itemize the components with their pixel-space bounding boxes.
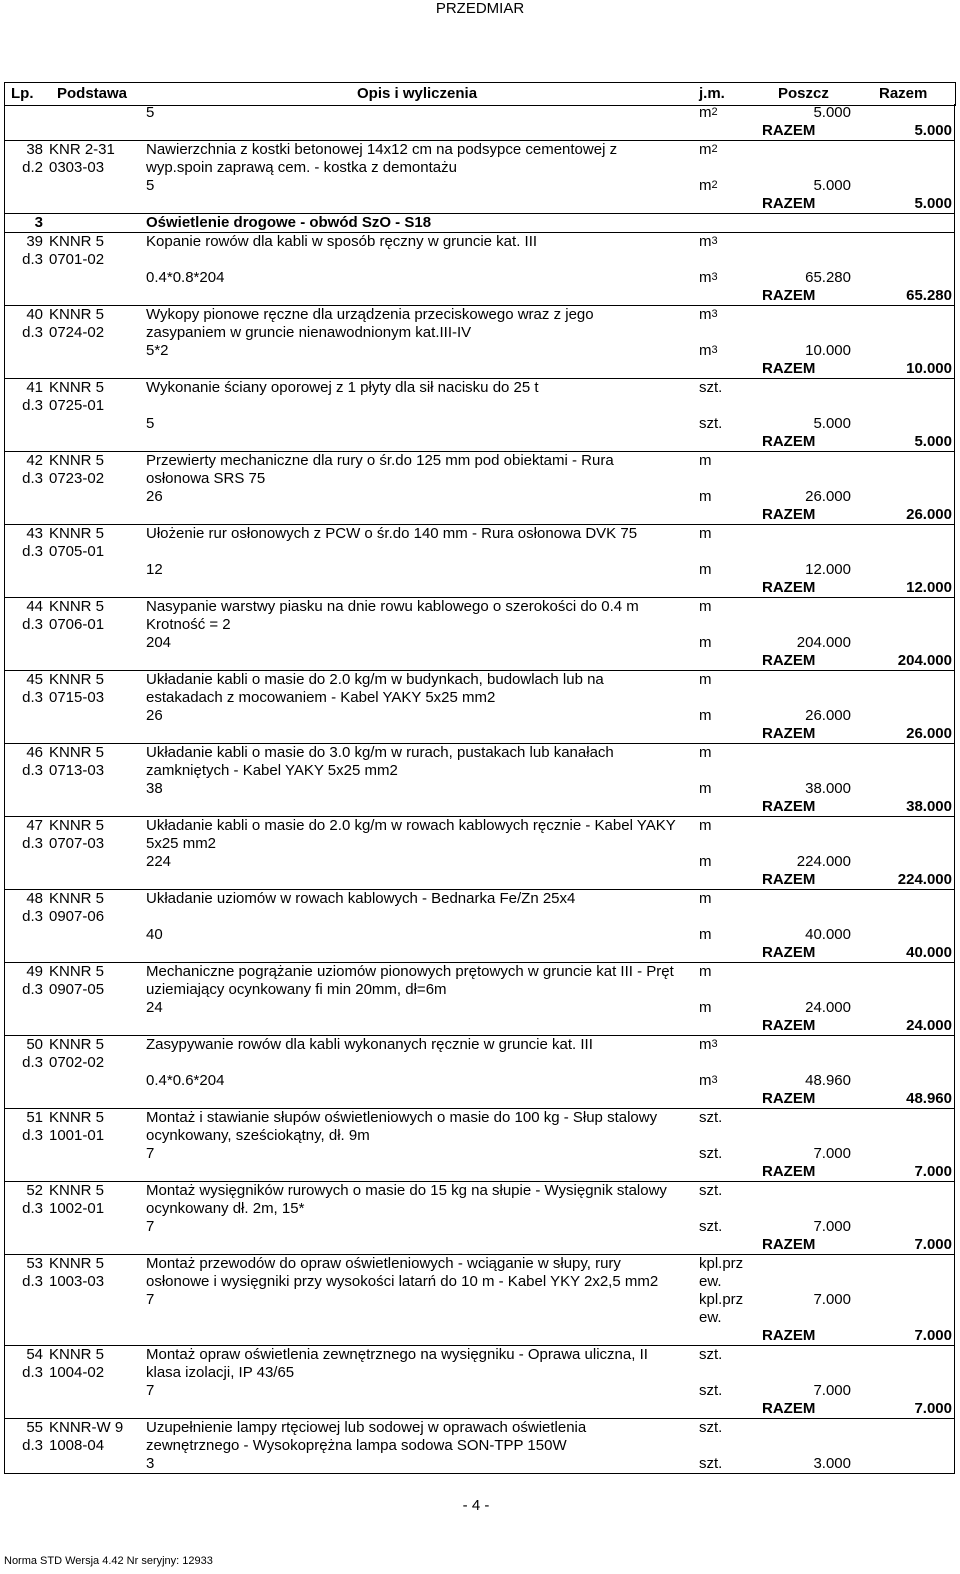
item-number: 41 xyxy=(26,379,43,396)
total-value: 38.000 xyxy=(906,798,952,815)
item-number: 45 xyxy=(26,671,43,688)
partial-quantity: 38.000 xyxy=(805,780,851,797)
calculation-expression: 7 xyxy=(146,1382,155,1399)
calculation-row xyxy=(4,177,955,195)
partial-quantity: 5.000 xyxy=(813,177,851,194)
basis-catalog: KNNR 5 xyxy=(49,1182,105,1199)
total-label: RAZEM xyxy=(762,652,816,669)
unit-cell: $m^3$ xyxy=(699,269,718,286)
unit-cell: szt. xyxy=(699,1455,723,1472)
total-row xyxy=(4,506,955,524)
calculation-expression: 7 xyxy=(146,1218,155,1235)
basis-code: 0701-02 xyxy=(49,251,105,268)
item-description: Nawierzchnia z kostki betonowej 14x12 cm na podsypce cementowej z wyp.spoin zaprawą cem. - kostka z demontażu xyxy=(146,141,618,176)
total-value: 7.000 xyxy=(914,1163,952,1180)
item-description: Układanie kabli o masie do 3.0 kg/m w rurach, pustakach lub kanałach zamkniętych - Kabel YAKY 5x25 mm2 xyxy=(146,744,614,779)
total-label: RAZEM xyxy=(762,287,816,304)
item-number: 47 xyxy=(26,817,43,834)
basis-code: 1003-03 xyxy=(49,1273,105,1290)
calculation-expression: 0.4*0.8*204 xyxy=(146,269,225,286)
item-description: Układanie kabli o masie do 2.0 kg/m w budynkach, budowlach lub na estakadach z mocowaniem - Kabel YAKY 5x25 mm2 xyxy=(146,671,604,706)
basis-code: 1001-01 xyxy=(49,1127,105,1144)
item-description: Ułożenie rur osłonowych z PCW o śr.do 140 mm - Rura osłonowa DVK 75 xyxy=(146,525,638,542)
total-label: RAZEM xyxy=(762,1163,816,1180)
partial-quantity: 3.000 xyxy=(813,1455,851,1472)
total-value: 224.000 xyxy=(897,871,952,888)
total-row xyxy=(4,1017,955,1035)
item-number-prefix: d.3 xyxy=(22,689,43,706)
item-number: 46 xyxy=(26,744,43,761)
basis-code: 0713-03 xyxy=(49,762,105,779)
basis-catalog: KNNR 5 xyxy=(49,598,105,615)
item-number-prefix: d.3 xyxy=(22,1200,43,1217)
partial-quantity: 26.000 xyxy=(805,488,851,505)
partial-quantity: 65.280 xyxy=(805,269,851,286)
total-value: 5.000 xyxy=(914,433,952,450)
unit-cell: m xyxy=(699,488,712,505)
unit-cell: m xyxy=(699,780,712,797)
position-row xyxy=(4,524,955,561)
calculation-row xyxy=(4,1145,955,1163)
calculation-expression: 204 xyxy=(146,634,172,651)
total-row xyxy=(4,652,955,670)
basis-code: 0707-03 xyxy=(49,835,105,852)
total-value: 26.000 xyxy=(906,506,952,523)
total-label: RAZEM xyxy=(762,195,816,212)
unit-cell: m xyxy=(699,853,712,870)
basis-catalog: KNR 2-31 xyxy=(49,141,115,158)
calculation-expression: 5 xyxy=(146,415,155,432)
calculation-expression: 224 xyxy=(146,853,172,870)
calculation-row xyxy=(4,269,955,287)
total-value: 65.280 xyxy=(906,287,952,304)
position-row xyxy=(4,1254,955,1291)
position-row xyxy=(4,1108,955,1145)
col-lp: Lp. xyxy=(11,85,34,102)
item-description: Mechaniczne pogrążanie uziomów pionowych prętowych w gruncie kat III - Pręt uziemiający ocynkowany fi min 20mm, dł=6m xyxy=(146,963,674,998)
basis-catalog: KNNR 5 xyxy=(49,817,105,834)
total-row xyxy=(4,1090,955,1108)
partial-quantity: 10.000 xyxy=(805,342,851,359)
unit-cell: m xyxy=(699,926,712,943)
unit-cell: kpl.prz xyxy=(699,1291,744,1308)
total-row xyxy=(4,944,955,962)
item-number: 49 xyxy=(26,963,43,980)
total-label: RAZEM xyxy=(762,122,816,139)
unit-cell: $m^3$ xyxy=(699,233,718,250)
section-number: 3 xyxy=(34,214,43,231)
unit-cell: $m^2$ xyxy=(699,104,718,121)
item-number: 51 xyxy=(26,1109,43,1126)
unit-cell: szt. xyxy=(699,1419,723,1436)
basis-code: 0702-02 xyxy=(49,1054,105,1071)
total-value: 5.000 xyxy=(914,122,952,139)
document-title: PRZEDMIAR xyxy=(435,0,525,17)
unit-cell: szt. xyxy=(699,1382,723,1399)
basis-code: 0907-05 xyxy=(49,981,105,998)
total-label: RAZEM xyxy=(762,506,816,523)
total-value: 10.000 xyxy=(906,360,952,377)
total-label: RAZEM xyxy=(762,798,816,815)
unit-cell: $m^2$ xyxy=(699,141,718,158)
position-row xyxy=(4,816,955,853)
calculation-row xyxy=(4,342,955,360)
unit-cell: szt. xyxy=(699,1145,723,1162)
item-number: 38 xyxy=(26,141,43,158)
item-number-prefix: d.3 xyxy=(22,1127,43,1144)
calculation-row xyxy=(4,707,955,725)
partial-quantity: 5.000 xyxy=(813,415,851,432)
calculation-expression: 5 xyxy=(146,104,155,121)
total-value: 7.000 xyxy=(914,1327,952,1344)
unit-cell: szt. xyxy=(699,1218,723,1235)
calculation-row xyxy=(4,926,955,944)
total-row xyxy=(4,798,955,816)
unit-cell: m xyxy=(699,634,712,651)
section-title: Oświetlenie drogowe - obwód SzO - S18 xyxy=(146,214,432,231)
item-number-prefix: d.3 xyxy=(22,981,43,998)
item-description: Układanie kabli o masie do 2.0 kg/m w rowach kablowych ręcznie - Kabel YAKY 5x25 mm2 xyxy=(146,817,676,852)
total-label: RAZEM xyxy=(762,725,816,742)
items-table xyxy=(4,104,955,1474)
calculation-row xyxy=(4,415,955,433)
total-value: 7.000 xyxy=(914,1400,952,1417)
calculation-row xyxy=(4,1455,955,1474)
item-description: Uzupełnienie lampy rtęciowej lub sodowej w oprawach oświetlenia zewnętrznego - Wysokoprężna lampa sodowa SON-TPP 150W xyxy=(146,1419,587,1454)
position-row xyxy=(4,451,955,488)
position-row xyxy=(4,140,955,177)
total-label: RAZEM xyxy=(762,1400,816,1417)
basis-code: 0907-06 xyxy=(49,908,105,925)
basis-catalog: KNNR 5 xyxy=(49,525,105,542)
basis-catalog: KNNR 5 xyxy=(49,744,105,761)
calculation-expression: 24 xyxy=(146,999,163,1016)
total-label: RAZEM xyxy=(762,579,816,596)
item-number-prefix: d.3 xyxy=(22,397,43,414)
basis-code: 0724-02 xyxy=(49,324,105,341)
partial-quantity: 224.000 xyxy=(796,853,851,870)
item-number: 43 xyxy=(26,525,43,542)
unit-cell: m xyxy=(699,744,712,761)
total-row xyxy=(4,725,955,743)
item-number: 52 xyxy=(26,1182,43,1199)
position-row xyxy=(4,962,955,999)
total-label: RAZEM xyxy=(762,1017,816,1034)
item-number: 39 xyxy=(26,233,43,250)
item-description: Wykopy pionowe ręczne dla urządzenia przeciskowego wraz z jego zasypaniem w gruncie nienawodnionym kat.III-IV xyxy=(146,306,594,341)
calculation-row xyxy=(4,634,955,652)
total-value: 26.000 xyxy=(906,725,952,742)
unit-cell: m xyxy=(699,671,712,688)
basis-catalog: KNNR 5 xyxy=(49,1255,105,1272)
basis-catalog: KNNR-W 9 xyxy=(49,1419,124,1436)
item-description: Montaż opraw oświetlenia zewnętrznego na wysięgniku - Oprawa uliczna, II klasa izolacji, IP 43/65 xyxy=(146,1346,648,1381)
unit-cell: m xyxy=(699,707,712,724)
position-row xyxy=(4,597,955,634)
total-value: 48.960 xyxy=(906,1090,952,1107)
item-number-prefix: d.3 xyxy=(22,543,43,560)
item-number-prefix: d.3 xyxy=(22,1364,43,1381)
calculation-row xyxy=(4,1291,955,1327)
table-header xyxy=(4,82,956,106)
basis-catalog: KNNR 5 xyxy=(49,233,105,250)
position-row xyxy=(4,1418,955,1455)
calculation-row xyxy=(4,1072,955,1090)
total-row xyxy=(4,122,955,140)
unit-cell: $m^3$ xyxy=(699,1036,718,1053)
total-row xyxy=(4,871,955,889)
item-number: 50 xyxy=(26,1036,43,1053)
unit-cell: szt. xyxy=(699,415,723,432)
total-row xyxy=(4,195,955,213)
total-row xyxy=(4,287,955,305)
total-label: RAZEM xyxy=(762,944,816,961)
position-row xyxy=(4,1181,955,1218)
footer-text: Norma STD Wersja 4.42 Nr seryjny: 12933 xyxy=(4,1555,213,1567)
col-poszcz: Poszcz xyxy=(778,85,829,102)
calculation-expression: 26 xyxy=(146,707,163,724)
calculation-expression: 12 xyxy=(146,561,163,578)
partial-quantity: 12.000 xyxy=(805,561,851,578)
basis-catalog: KNNR 5 xyxy=(49,671,105,688)
item-description: Montaż przewodów do opraw oświetleniowych - wciąganie w słupy, rury osłonowe i wysięgniki przy wysokości latarń do 10 m - Kabel YKY 2x2,5 mm2 xyxy=(146,1255,659,1290)
total-value: 5.000 xyxy=(914,195,952,212)
total-value: 40.000 xyxy=(906,944,952,961)
calculation-expression: 0.4*0.6*204 xyxy=(146,1072,225,1089)
item-number-prefix: d.3 xyxy=(22,835,43,852)
partial-quantity: 24.000 xyxy=(805,999,851,1016)
calculation-expression: 5*2 xyxy=(146,342,169,359)
partial-quantity: 7.000 xyxy=(813,1382,851,1399)
unit-cell: m xyxy=(699,999,712,1016)
col-podstawa: Podstawa xyxy=(57,85,128,102)
unit-cell: $m^2$ xyxy=(699,177,718,194)
unit-cell-cont: ew. xyxy=(699,1309,722,1326)
unit-cell-cont: ew. xyxy=(699,1273,722,1290)
position-row xyxy=(4,1345,955,1382)
basis-code: 0706-01 xyxy=(49,616,105,633)
calculation-expression: 26 xyxy=(146,488,163,505)
item-number: 42 xyxy=(26,452,43,469)
item-number-prefix: d.3 xyxy=(22,1437,43,1454)
basis-catalog: KNNR 5 xyxy=(49,379,105,396)
total-label: RAZEM xyxy=(762,360,816,377)
position-row xyxy=(4,743,955,780)
item-number: 54 xyxy=(26,1346,43,1363)
item-number-prefix: d.3 xyxy=(22,616,43,633)
total-value: 24.000 xyxy=(906,1017,952,1034)
unit-cell: m xyxy=(699,817,712,834)
unit-cell: szt. xyxy=(699,1346,723,1363)
item-number: 53 xyxy=(26,1255,43,1272)
unit-cell: szt. xyxy=(699,1109,723,1126)
item-number-prefix: d.3 xyxy=(22,324,43,341)
unit-cell: $m^3$ xyxy=(699,1072,718,1089)
item-number-prefix: d.3 xyxy=(22,251,43,268)
partial-quantity: 7.000 xyxy=(813,1218,851,1235)
partial-quantity: 48.960 xyxy=(805,1072,851,1089)
unit-cell: kpl.prz xyxy=(699,1255,744,1272)
calculation-row xyxy=(4,561,955,579)
col-jm: j.m. xyxy=(699,85,725,102)
item-description: Zasypywanie rowów dla kabli wykonanych ręcznie w gruncie kat. III xyxy=(146,1036,593,1053)
item-number-prefix: d.3 xyxy=(22,1054,43,1071)
unit-cell: szt. xyxy=(699,379,723,396)
partial-quantity: 7.000 xyxy=(813,1145,851,1162)
position-row xyxy=(4,889,955,926)
calculation-expression: 5 xyxy=(146,177,155,194)
position-row xyxy=(4,378,955,415)
item-description: Przewierty mechaniczne dla rury o śr.do 125 mm pod obiektami - Rura osłonowa SRS 75 xyxy=(146,452,614,487)
unit-cell: $m^3$ xyxy=(699,342,718,359)
item-description: Montaż wysięgników rurowych o masie do 15 kg na słupie - Wysięgnik stalowy ocynkowany dł. 2m, 15* xyxy=(146,1182,667,1217)
basis-code: 0725-01 xyxy=(49,397,105,414)
total-label: RAZEM xyxy=(762,871,816,888)
unit-cell: $m^3$ xyxy=(699,306,718,323)
unit-cell: szt. xyxy=(699,1182,723,1199)
basis-catalog: KNNR 5 xyxy=(49,306,105,323)
item-description: Układanie uziomów w rowach kablowych - Bednarka Fe/Zn 25x4 xyxy=(146,890,576,907)
unit-cell: m xyxy=(699,561,712,578)
basis-catalog: KNNR 5 xyxy=(49,963,105,980)
total-row xyxy=(4,1236,955,1254)
basis-code: 0723-02 xyxy=(49,470,105,487)
basis-code: 0715-03 xyxy=(49,689,105,706)
calculation-row xyxy=(4,488,955,506)
partial-quantity: 40.000 xyxy=(805,926,851,943)
partial-quantity: 5.000 xyxy=(813,104,851,121)
calculation-expression: 7 xyxy=(146,1145,155,1162)
col-opis: Opis i wyliczenia xyxy=(357,85,478,102)
total-row xyxy=(4,1400,955,1418)
calculation-row xyxy=(4,853,955,871)
col-razem: Razem xyxy=(879,85,928,102)
unit-cell: m xyxy=(699,452,712,469)
partial-quantity: 204.000 xyxy=(796,634,851,651)
total-row xyxy=(4,433,955,451)
item-description: Nasypanie warstwy piasku na dnie rowu kablowego o szerokości do 0.4 m Krotność = 2 xyxy=(146,598,639,633)
section-row xyxy=(4,213,955,232)
basis-catalog: KNNR 5 xyxy=(49,1109,105,1126)
item-number: 40 xyxy=(26,306,43,323)
unit-cell: m xyxy=(699,598,712,615)
item-description: Wykonanie ściany oporowej z 1 płyty dla sił nacisku do 25 t xyxy=(146,379,539,396)
item-number-prefix: d.2 xyxy=(22,159,43,176)
partial-quantity: 7.000 xyxy=(813,1291,851,1308)
total-label: RAZEM xyxy=(762,433,816,450)
basis-catalog: KNNR 5 xyxy=(49,1346,105,1363)
basis-catalog: KNNR 5 xyxy=(49,452,105,469)
item-number: 55 xyxy=(26,1419,43,1436)
item-description: Montaż i stawianie słupów oświetleniowych o masie do 100 kg - Słup stalowy ocynkowany, sześciokątny, dł. 9m xyxy=(146,1109,658,1144)
partial-quantity: 26.000 xyxy=(805,707,851,724)
item-number-prefix: d.3 xyxy=(22,908,43,925)
calculation-expression: 3 xyxy=(146,1455,155,1472)
basis-code: 1008-04 xyxy=(49,1437,105,1454)
total-value: 12.000 xyxy=(906,579,952,596)
calculation-expression: 7 xyxy=(146,1291,155,1308)
position-row xyxy=(4,232,955,269)
calculation-row xyxy=(4,999,955,1017)
calculation-row xyxy=(4,104,955,122)
position-row xyxy=(4,1035,955,1072)
page-number: - 4 - xyxy=(462,1497,490,1514)
unit-cell: m xyxy=(699,963,712,980)
calculation-expression: 40 xyxy=(146,926,163,943)
total-label: RAZEM xyxy=(762,1236,816,1253)
total-value: 204.000 xyxy=(897,652,952,669)
position-row xyxy=(4,305,955,342)
position-row xyxy=(4,670,955,707)
item-description: Kopanie rowów dla kabli w sposób ręczny w gruncie kat. III xyxy=(146,233,538,250)
basis-code: 1002-01 xyxy=(49,1200,105,1217)
basis-code: 0303-03 xyxy=(49,159,105,176)
basis-code: 0705-01 xyxy=(49,543,105,560)
unit-cell: m xyxy=(699,890,712,907)
calculation-row xyxy=(4,1218,955,1236)
unit-cell: m xyxy=(699,525,712,542)
calculation-row xyxy=(4,1382,955,1400)
item-number: 48 xyxy=(26,890,43,907)
item-number-prefix: d.3 xyxy=(22,762,43,779)
total-value: 7.000 xyxy=(914,1236,952,1253)
basis-code: 1004-02 xyxy=(49,1364,105,1381)
item-number: 44 xyxy=(26,598,43,615)
basis-catalog: KNNR 5 xyxy=(49,890,105,907)
total-row xyxy=(4,579,955,597)
item-number-prefix: d.3 xyxy=(22,1273,43,1290)
total-row xyxy=(4,360,955,378)
total-row xyxy=(4,1163,955,1181)
calculation-expression: 38 xyxy=(146,780,163,797)
calculation-row xyxy=(4,780,955,798)
basis-catalog: KNNR 5 xyxy=(49,1036,105,1053)
total-label: RAZEM xyxy=(762,1327,816,1344)
total-label: RAZEM xyxy=(762,1090,816,1107)
total-row xyxy=(4,1327,955,1345)
item-number-prefix: d.3 xyxy=(22,470,43,487)
